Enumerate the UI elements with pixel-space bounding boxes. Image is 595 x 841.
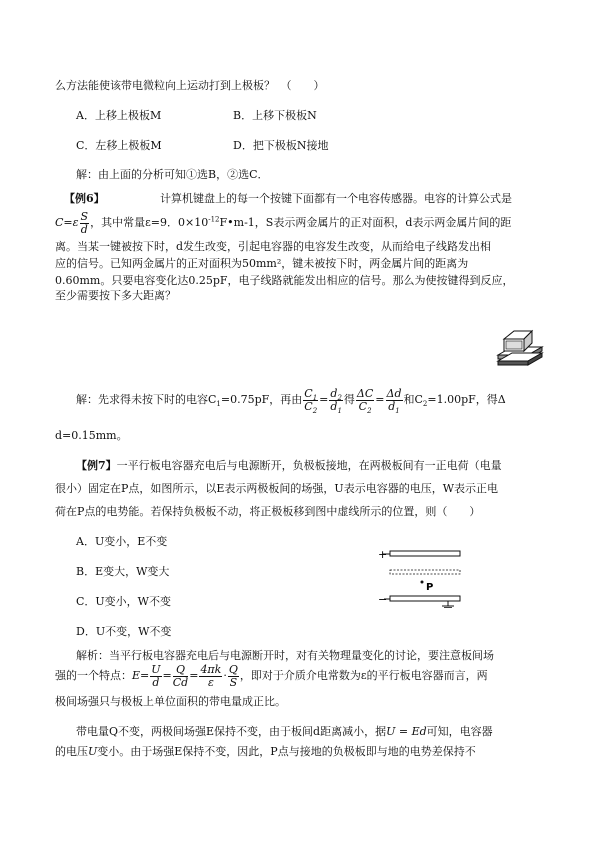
paragraph2-line2: 的电压U变小。由于场强E保持不变，因此，P点与接地的负极板即与地的电势差保持不: [55, 745, 476, 758]
example-6-line4: 应的信号。已知两金属片的正对面积为50mm²，键未被按下时，两金属片间的距离为: [55, 257, 469, 270]
positive-plate: [390, 551, 460, 556]
analysis-line3: 极间场强只与极板上单位面积的带电量成正比。: [55, 695, 286, 708]
label-p: P: [426, 582, 434, 593]
sol-sub1: 1: [216, 400, 221, 409]
example-6-solution: 解：先求得未按下时的电容$C_1=0.75pF$，再由 $\frac{C_1}{C_2}$ = $\frac{d_2}{d_1}$ 得 $\frac{\Delta C}{C_2}$ = $\frac{\Delta d}{d_1}$ 和$C_2=1.00pF$，得Δ: [76, 386, 506, 415]
fraction-q-s: $\frac{Q}{S}$: [228, 662, 238, 689]
example-6-line2: [55, 208, 511, 238]
u-equals-ed: U = Ed: [386, 725, 427, 738]
fraction-d2-d1: $\frac{d_2}{d_1}$: [330, 386, 342, 415]
option-b: B．上移下极板N: [233, 109, 317, 122]
example-6-line2-tail: F•m-1，S表示两金属片的正对面积，d表示两金属片间的距: [219, 216, 512, 229]
e-symbol: E: [132, 669, 141, 682]
example-6-line2-text: ，其中常量ε=9．0×10: [90, 216, 209, 229]
sol-tail: =1.00pF，得Δ: [427, 393, 506, 406]
sol-and: 和C: [403, 393, 423, 406]
q5-solution: 解：由上面的分析可知①选B，②选C．: [76, 168, 269, 181]
example-6-line1: 计算机键盘上的每一个按键下面都有一个电容传感器。电容的计算公式是: [160, 192, 512, 205]
formula-num: S: [80, 209, 89, 223]
sol-pre: 解：先求得未按下时的电容C: [76, 393, 217, 406]
example-6-line6: 至少需要按下多大距离？: [55, 289, 176, 302]
ex7-option-d: D．U不变，W不变: [76, 625, 172, 638]
example-6-line3: 离。当某一键被按下时，d发生改变，引起电容器的电容发生改变，从而给电子线路发出相: [55, 240, 492, 253]
fraction-u-d: $\frac{U}{d}$: [151, 662, 161, 689]
sol-de: 得: [343, 393, 355, 406]
example-6-tag: 【例6】: [64, 192, 105, 205]
fraction-q-cd: $\frac{Q}{Cd}$: [172, 662, 189, 689]
dashed-plate-position: [390, 570, 460, 574]
ex7-option-a: A．U变小，E不变: [76, 535, 168, 548]
plus-sign: +: [378, 548, 388, 561]
example-7-tag: 【例7】: [76, 459, 117, 472]
fraction-dd-d1: $\frac{\Delta d}{d_1}$: [386, 386, 402, 415]
fraction-c1-c2: $\frac{C_1}{C_2}$: [304, 386, 318, 415]
formula-c: C: [55, 216, 64, 229]
negative-plate: [390, 596, 460, 601]
example-7-line1: 【例7】一平行板电容器充电后与电源断开，负极板接地，在两极板间有一正电荷（电量: [76, 459, 502, 472]
formula-eq: =: [63, 216, 73, 229]
fraction-dc-c2: $\frac{\Delta C}{C_2}$: [356, 386, 374, 415]
sol-and-sub: 2: [422, 400, 428, 409]
capacitor-figure: [376, 546, 466, 608]
example-6-line5: 0.60mm。只要电容变化达0.25pF，电子线路就能发出相应的信号。那么为使按键得到反应，: [55, 274, 514, 287]
option-d: D．把下极板N接地: [233, 139, 329, 152]
minus-sign: −: [378, 593, 388, 606]
formula-fraction: [80, 211, 90, 236]
question-stem: 么方法能使该带电微粒向上运动打到上极板？ （ ）: [55, 79, 325, 92]
example-6-solution-line2: d=0.15mm。: [55, 429, 128, 442]
u-symbol: U: [88, 745, 98, 758]
analysis-line2: 强的一个特点：E= $\frac{U}{d}$ = $\frac{Q}{Cd}$ = $\frac{4\pi k}{\varepsilon}$ · $\frac{Q}{S}$ ，即对于介质介电常数为ε的平行板电容器而言，两: [55, 662, 488, 689]
formula-den: d: [80, 222, 88, 236]
example-7-line2: 很小）固定在P点，如图所示，以E表示两极板间的场强，U表示电容器的电压，W表示正电: [55, 482, 499, 495]
formula-eps: ε: [72, 216, 79, 229]
point-p: [421, 581, 424, 584]
ex7-option-b: B．E变大，W变大: [76, 565, 170, 578]
keyboard-key-figure: [494, 325, 546, 371]
option-a: A．上移上极板M: [76, 109, 162, 122]
sol-mid: =0.75pF，再由: [220, 393, 303, 406]
ex7-option-c: C．U变小，W不变: [76, 595, 171, 608]
analysis-line1: 解析：当平行板电容器充电后与电源断开时，对有关物理量变化的讨论，要注意板间场: [76, 649, 494, 662]
paragraph2-line1: 带电量Q不变，两极间场强E保持不变，由于板间d距离减小，据U = Ed可知，电容器: [76, 725, 493, 738]
option-c: C．左移上极板M: [76, 139, 162, 152]
fraction-4pik-eps: $\frac{4\pi k}{\varepsilon}$: [200, 662, 222, 689]
exponent: -12: [208, 215, 220, 224]
example-7-line3: 荷在P点的电势能。若保持负极板不动，将正极板移到图中虚线所示的位置，则（ ）: [55, 505, 481, 518]
